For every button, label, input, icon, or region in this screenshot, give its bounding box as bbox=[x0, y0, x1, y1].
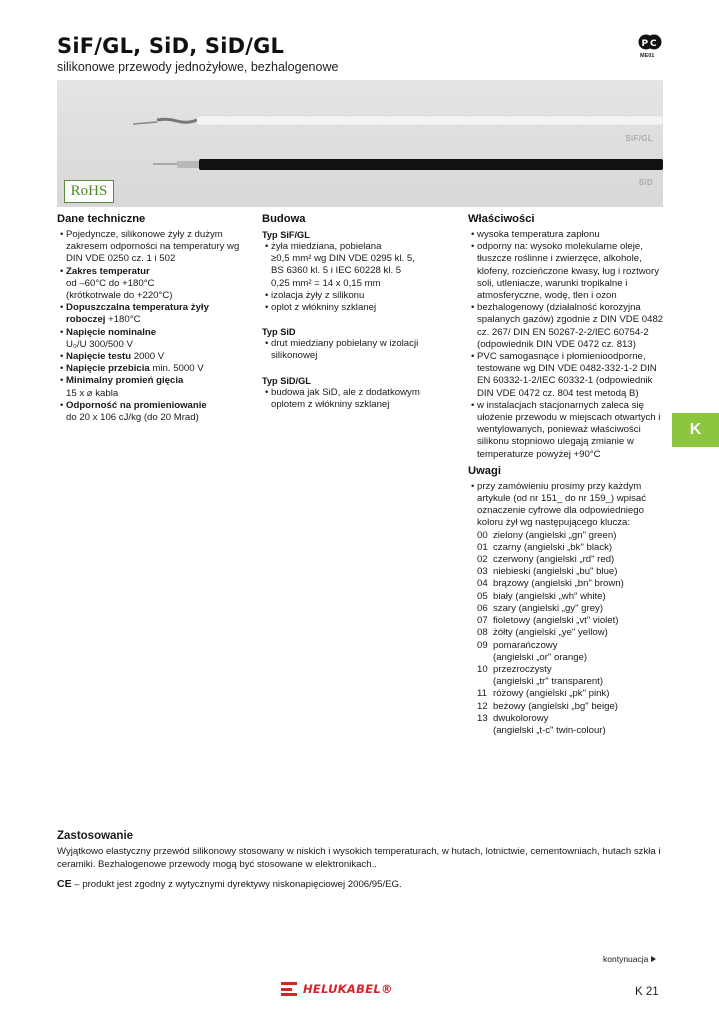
construction-heading: Budowa bbox=[262, 213, 306, 225]
color-code-text: różowy (angielski „pk" pink) bbox=[493, 688, 610, 700]
type-sidgl-heading: Typ SiD/GL bbox=[262, 375, 311, 386]
properties-heading: Właściwości bbox=[468, 213, 535, 225]
list-item: • Dopuszczalna temperatura żyły roboczej +180°C bbox=[60, 302, 209, 326]
list-item: • oplot z włókniny szklanej bbox=[265, 302, 377, 314]
color-code-text: żółty (angielski „ye" yellow) bbox=[493, 627, 608, 639]
technical-data-heading: Dane techniczne bbox=[57, 213, 146, 225]
color-code-row bbox=[477, 554, 664, 566]
list-item-detail: 15 x ⌀ kabla bbox=[66, 387, 119, 399]
application-heading: Zastosowanie bbox=[57, 830, 134, 842]
color-code-number: 04 bbox=[477, 578, 488, 590]
list-item-detail: ≥0,5 mm² wg DIN VDE 0295 kl. 5, bbox=[271, 253, 415, 265]
color-code-row bbox=[477, 640, 664, 652]
color-code-subtext: (angielski „tr" transparent) bbox=[493, 676, 604, 688]
color-code-number: 10 bbox=[477, 663, 488, 675]
color-code-subtext: (angielski „or" orange) bbox=[493, 651, 588, 663]
color-code-number: 06 bbox=[477, 602, 488, 614]
color-code-text: fioletowy (angielski „vt" violet) bbox=[493, 615, 619, 627]
list-item: • bezhalogenowy (działalność korozyjna spalanych gazów) zgodnie z DIN VDE 0482 cz. 267/ DIN EN 50267-2-2/IEC 60754-2 (odpowiednik DIN VDE 0472 cz. 813) bbox=[471, 302, 664, 350]
cable-1-label: SiF/GL bbox=[625, 134, 653, 143]
color-code-row bbox=[477, 664, 664, 676]
list-item-detail: od –60°C do +180°C bbox=[66, 277, 155, 289]
ce-statement: CE – produkt jest zgodny z wytycznymi dyrektywy niskonapięciowej 2006/95/EG. bbox=[57, 878, 402, 891]
application-section bbox=[57, 830, 663, 892]
cable-2-conductor bbox=[177, 161, 199, 168]
list-item: • Napięcie nominalne bbox=[60, 326, 157, 338]
color-code-text: biały (angielski „wh" white) bbox=[493, 590, 606, 602]
svg-text:C: C bbox=[650, 39, 657, 49]
list-item: • PVC samogasnące i płomienioodporne, testowane wg DIN VDE 0482-332-1-2 DIN EN 60332-1-2/IEC 60332-1 (odpowiednik DIN VDE 0472 cz. 804 test metodą B) bbox=[471, 351, 657, 399]
color-code-text: beżowy (angielski „bg" beige) bbox=[493, 700, 618, 712]
color-code-number: 02 bbox=[477, 554, 488, 566]
color-code-text: czerwony (angielski „rd" red) bbox=[493, 554, 615, 566]
notes-heading: Uwagi bbox=[468, 464, 501, 477]
rohs-badge: RoHS bbox=[64, 180, 114, 203]
list-item-detail: do 20 x 106 cJ/kg (do 20 Mrad) bbox=[66, 412, 199, 424]
application-text: Wyjątkowo elastyczny przewód silikonowy stosowany w niskich i wysokich temperaturach, w hutach, lotnictwie, cementowniach, hutach szkła i ceramiki. Bezhalogenowe przewody mogą być stosowane w elektronikach.. bbox=[57, 846, 661, 870]
list-item: • Napięcie testu 2000 V bbox=[60, 351, 165, 363]
list-item: • drut miedziany pobielany w izolacji silikonowej bbox=[265, 338, 419, 362]
color-code-text: przezroczysty bbox=[493, 663, 552, 675]
arrow-right-icon bbox=[651, 956, 656, 962]
list-item: • Pojedyncze, silikonowe żyły z dużym zakresem odporności na temperatury wg DIN VDE 0250 cz. 1 i 502 bbox=[60, 229, 240, 265]
color-code-text: niebieski (angielski „bu" blue) bbox=[493, 566, 618, 578]
list-item-detail: 0,25 mm² = 14 x 0,15 mm bbox=[271, 277, 381, 289]
cable-2-body bbox=[199, 159, 663, 170]
color-code-list bbox=[468, 530, 664, 737]
construction-column bbox=[262, 212, 452, 411]
color-code-text: brązowy (angielski „bn" brown) bbox=[493, 578, 624, 590]
list-item-detail: (krótkotrwale do +220°C) bbox=[66, 290, 173, 302]
color-code-number: 05 bbox=[477, 590, 488, 602]
color-code-number: 11 bbox=[477, 688, 487, 700]
color-code-row bbox=[477, 688, 664, 700]
cable-1-wire-end bbox=[133, 122, 157, 124]
color-code-text: czarny (angielski „bk" black) bbox=[493, 541, 613, 553]
list-item-detail: U₀/U 300/500 V bbox=[66, 338, 133, 350]
product-photo bbox=[57, 80, 663, 207]
color-code-row bbox=[477, 591, 664, 603]
list-item: • wysoka temperatura zapłonu bbox=[471, 229, 600, 240]
color-code-number: 09 bbox=[477, 639, 488, 651]
type-sid-heading: Typ SiD bbox=[262, 327, 296, 338]
color-code-subtext: (angielski „t-c" twin-colour) bbox=[493, 724, 606, 736]
color-code-row bbox=[477, 566, 664, 578]
color-code-row bbox=[477, 603, 664, 615]
color-code-row bbox=[477, 627, 664, 639]
section-tab-k[interactable]: K bbox=[672, 413, 719, 447]
color-code-row bbox=[477, 542, 664, 554]
color-code-row bbox=[477, 701, 664, 713]
list-item: • w instalacjach stacjonarnych zaleca się ułożenie przewodu w miejscach otwartych i wentylowanych, ponieważ właściwości silikonu stopniowo ulegają zmianie w temperaturze powyżej +90°C bbox=[471, 399, 661, 460]
color-code-text: zielony (angielski „gn" green) bbox=[493, 529, 617, 541]
type-sifgl-heading: Typ SiF/GL bbox=[262, 230, 310, 240]
list-item: • budowa jak SiD, ale z dodatkowym oplotem z włókniny szklanej bbox=[265, 386, 420, 410]
properties-column bbox=[468, 212, 664, 737]
list-item: • Napięcie przebicia min. 5000 V bbox=[60, 363, 204, 375]
color-code-row bbox=[477, 530, 664, 542]
color-code-text: dwukolorowy bbox=[493, 712, 549, 724]
list-item-detail: BS 6360 kl. 5 i IEC 60228 kl. 5 bbox=[271, 265, 402, 277]
list-item: • przy zamówieniu prosimy przy każdym artykule (od nr 151_ do nr 159_) wpisać oznaczenie cyfrowe dla odpowiedniego koloru żył wg następującego klucza: bbox=[471, 480, 647, 529]
certification-code: ME01 bbox=[640, 53, 655, 59]
list-item: • żyła miedziana, pobielana bbox=[265, 241, 382, 252]
logo-mark-icon bbox=[281, 982, 297, 996]
cable-2-label: SiD bbox=[638, 178, 653, 187]
color-code-number: 03 bbox=[477, 566, 488, 578]
technical-data-column bbox=[57, 212, 247, 424]
helukabel-logo: HELUKABEL® bbox=[281, 982, 393, 996]
list-item: • Minimalny promień gięcia bbox=[60, 375, 184, 387]
list-item: • Zakres temperatur bbox=[60, 265, 150, 277]
cable-1-stripped-end bbox=[157, 119, 197, 122]
svg-text:P: P bbox=[641, 39, 649, 49]
color-code-text: pomarańczowy bbox=[493, 639, 558, 651]
color-code-row bbox=[477, 615, 664, 627]
list-item: • odporny na: wysoko molekularne oleje, tłuszcze roślinne i zwierzęce, alkohole, klofeny, rozcieńczone kwasy, ług i roztwory soli, utleniacze, warunki tropikalne i atmosferyczne, wodę, tlen i ozon bbox=[471, 241, 659, 302]
color-code-text: szary (angielski „gy" grey) bbox=[493, 602, 604, 614]
page-title: SiF/GL, SiD, SiD/GL bbox=[57, 34, 285, 58]
cable-1-body bbox=[197, 116, 663, 125]
color-code-number: 00 bbox=[477, 529, 488, 541]
color-code-number: 08 bbox=[477, 627, 488, 639]
continuation-link[interactable]: kontynuacja bbox=[603, 954, 656, 964]
color-code-row bbox=[477, 578, 664, 590]
color-code-number: 13 bbox=[477, 712, 488, 724]
color-code-row bbox=[477, 713, 664, 725]
color-code-number: 01 bbox=[477, 541, 488, 553]
ce-mark-icon: CE bbox=[57, 878, 72, 891]
color-code-number: 07 bbox=[477, 615, 488, 627]
color-code-number: 12 bbox=[477, 700, 488, 712]
page-number: K 21 bbox=[635, 986, 659, 998]
list-item: • izolacja żyły z silikonu bbox=[265, 289, 365, 301]
cable-illustration bbox=[57, 80, 663, 207]
page-subtitle: silikonowe przewody jednożyłowe, bezhalogenowe bbox=[57, 60, 339, 74]
list-item: • Odporność na promieniowanie bbox=[60, 399, 207, 411]
